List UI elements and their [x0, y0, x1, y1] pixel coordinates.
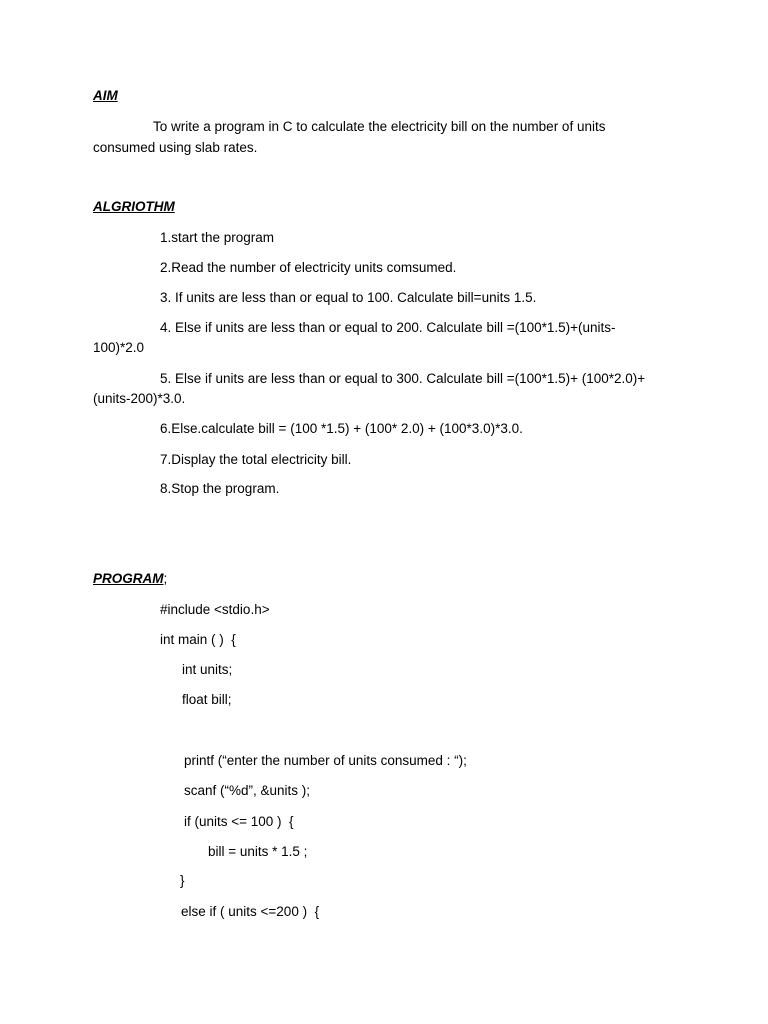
code-line-bill-assign: bill = units * 1.5 ; — [208, 844, 308, 859]
code-line-printf: printf (“enter the number of units consumed : “); — [184, 753, 467, 768]
algorithm-step-5-line-1: 5. Else if units are less than or equal to 300. Calculate bill =(100*1.5)+ (100*2.0)+ — [160, 371, 646, 386]
algorithm-step-1: 1.start the program — [160, 230, 275, 245]
code-line-else-if: else if ( units <=200 ) { — [181, 904, 320, 919]
code-line-if: if (units <= 100 ) { — [184, 814, 294, 829]
algorithm-heading: ALGRIOTHM — [93, 199, 175, 214]
program-heading-suffix: ; — [163, 571, 168, 586]
algorithm-step-6: 6.Else.calculate bill = (100 *1.5) + (100* 2.0) + (100*3.0)*3.0. — [160, 421, 523, 436]
code-line-int-units: int units; — [182, 662, 233, 677]
code-line-main: int main ( ) { — [160, 632, 236, 647]
algorithm-step-7: 7.Display the total electricity bill. — [160, 452, 352, 467]
aim-heading: AIM — [93, 88, 118, 103]
code-line-close-brace: } — [180, 873, 185, 888]
algorithm-step-4-line-2: 100)*2.0 — [93, 340, 145, 355]
algorithm-step-5-line-2: (units-200)*3.0. — [93, 391, 186, 406]
program-heading-row — [93, 570, 167, 588]
aim-text-line-2: consumed using slab rates. — [93, 140, 258, 155]
algorithm-step-2: 2.Read the number of electricity units comsumed. — [160, 260, 457, 275]
aim-text-line-1: To write a program in C to calculate the electricity bill on the number of units — [153, 119, 606, 134]
code-line-scanf: scanf (“%d”, &units ); — [184, 783, 311, 798]
program-heading: PROGRAM — [93, 571, 164, 586]
algorithm-step-8: 8.Stop the program. — [160, 481, 280, 496]
algorithm-step-4-line-1: 4. Else if units are less than or equal to 200. Calculate bill =(100*1.5)+(units- — [160, 320, 616, 335]
code-line-float-bill: float bill; — [182, 692, 232, 707]
code-line-include: #include <stdio.h> — [160, 602, 270, 617]
algorithm-step-3: 3. If units are less than or equal to 100. Calculate bill=units 1.5. — [160, 290, 537, 305]
